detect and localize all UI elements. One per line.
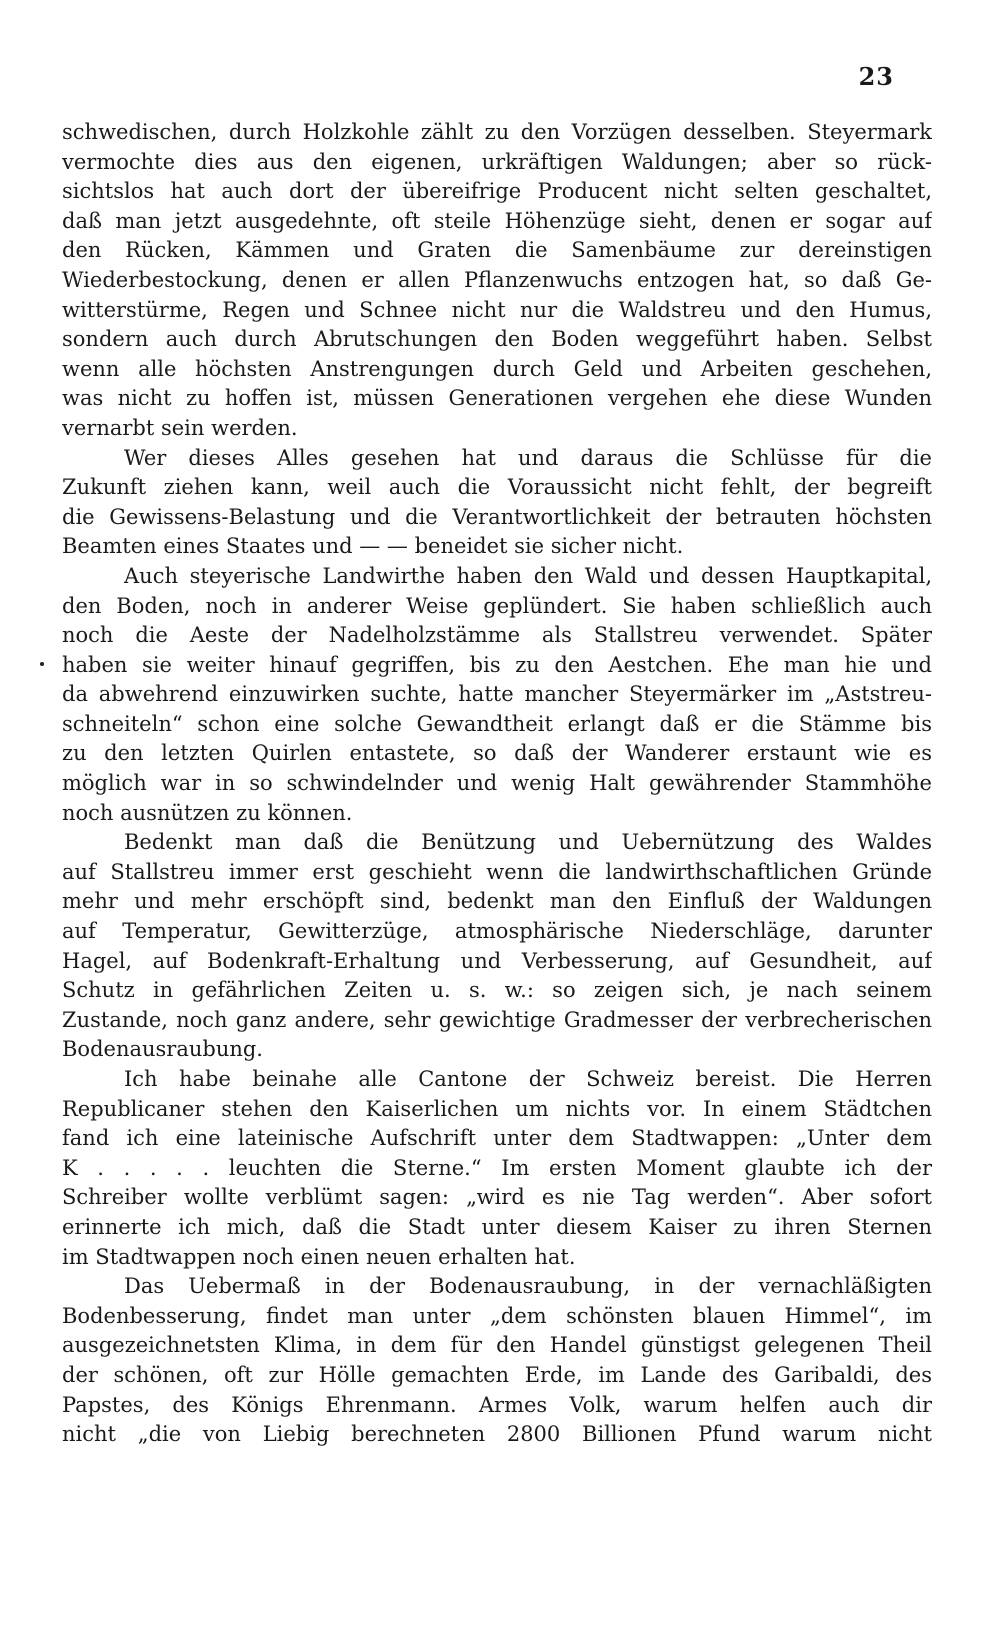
paragraph: [62, 1065, 932, 1272]
text-line: schwedischen, durch Holzkohle zählt zu den Vorzügen desselben. Steyermark: [62, 120, 932, 144]
body-text: [62, 118, 932, 1450]
text-line: Wer dieses Alles gesehen hat und daraus die Schlüsse für die: [124, 445, 932, 470]
margin-mark: [40, 662, 44, 666]
text-line: Republicaner stehen den Kaiserlichen um nichts vor. In einem Städtchen: [62, 1096, 932, 1121]
text-line: Bodenausraubung.: [62, 1037, 263, 1062]
text-line: möglich war in so schwindelnder und wenig Halt gewährender Stammhöhe: [62, 771, 932, 796]
text-line: Wiederbestockung, denen er allen Pflanzenwuchs entzogen hat, so daß Ge-: [62, 267, 932, 292]
text-line: nicht „die von Liebig berechneten 2800 Billionen Pfund warum nicht: [62, 1422, 932, 1447]
text-line: Schutz in gefährlichen Zeiten u. s. w.: so zeigen sich, je nach seinem: [62, 978, 932, 1003]
paragraph: [62, 562, 932, 828]
text-line: da abwehrend einzuwirken suchte, hatte mancher Steyermärker im „Aststreu-: [62, 682, 932, 707]
text-line: auf Temperatur, Gewitterzüge, atmosphärische Niederschläge, darunter: [62, 919, 932, 944]
text-line: auf Stallstreu immer erst geschieht wenn die landwirthschaftlichen Gründe: [62, 859, 932, 884]
text-line: den Boden, noch in anderer Weise geplündert. Sie haben schließlich auch: [62, 593, 932, 618]
text-line: Zukunft ziehen kann, weil auch die Voraussicht nicht fehlt, der begreift: [62, 475, 932, 500]
text-line: vermochte dies aus den eigenen, urkräftigen Waldungen; aber so rück-: [62, 149, 932, 174]
text-line: Ich habe beinahe alle Cantone der Schweiz bereist. Die Herren: [124, 1067, 932, 1091]
text-line: den Rücken, Kämmen und Graten die Samenbäume zur dereinstigen: [62, 238, 932, 263]
text-line: Auch steyerische Landwirthe haben den Wald und dessen Hauptkapital,: [124, 563, 932, 588]
text-line: sondern auch durch Abrutschungen den Boden weggeführt haben. Selbst: [62, 327, 932, 352]
text-line: ausgezeichnetsten Klima, in dem für den Handel günstigst gelegenen Theil: [62, 1333, 932, 1358]
text-line: K . . . . . leuchten die Sterne.“ Im ersten Moment glaubte ich der: [62, 1155, 932, 1180]
text-line: haben sie weiter hinauf gegriffen, bis zu den Aestchen. Ehe man hie und: [62, 652, 932, 677]
text-line: Schreiber wollte verblümt sagen: „wird es nie Tag werden“. Aber sofort: [62, 1185, 932, 1210]
text-line: Zustande, noch ganz andere, sehr gewichtige Gradmesser der verbrecherischen: [62, 1007, 932, 1032]
text-line: zu den letzten Quirlen entastete, so daß der Wanderer erstaunt wie es: [62, 741, 932, 766]
text-line: mehr und mehr erschöpft sind, bedenkt man den Einfluß der Waldungen: [62, 889, 932, 914]
text-line: Hagel, auf Bodenkraft-Erhaltung und Verbesserung, auf Gesundheit, auf: [62, 948, 932, 973]
text-line: noch die Aeste der Nadelholzstämme als Stallstreu verwendet. Später: [62, 623, 932, 648]
text-line: Bedenkt man daß die Benützung und Uebernützung des Waldes: [124, 830, 932, 855]
text-line: vernarbt sein werden.: [62, 415, 298, 440]
text-line: Papstes, des Königs Ehrenmann. Armes Volk, warum helfen auch dir: [62, 1392, 932, 1417]
text-line: wenn alle höchsten Anstrengungen durch Geld und Arbeiten geschehen,: [62, 356, 932, 381]
text-line: der schönen, oft zur Hölle gemachten Erde, im Lande des Garibaldi, des: [62, 1362, 932, 1387]
paragraph: [62, 1272, 932, 1450]
page-number: 23: [858, 62, 894, 91]
text-line: daß man jetzt ausgedehnte, oft steile Höhenzüge sieht, denen er sogar auf: [62, 208, 932, 233]
text-line: noch ausnützen zu können.: [62, 800, 353, 825]
text-line: die Gewissens-Belastung und die Verantwortlichkeit der betrauten höchsten: [62, 504, 932, 529]
text-line: Das Uebermaß in der Bodenausraubung, in der vernachläßigten: [124, 1274, 932, 1299]
paragraph: [62, 444, 932, 562]
paragraph: [62, 118, 932, 444]
text-line: im Stadtwappen noch einen neuen erhalten hat.: [62, 1244, 576, 1269]
text-line: Beamten eines Staates und — — beneidet sie sicher nicht.: [62, 534, 684, 559]
text-line: erinnerte ich mich, daß die Stadt unter diesem Kaiser zu ihren Sternen: [62, 1214, 932, 1239]
paragraph: [62, 828, 932, 1065]
text-line: witterstürme, Regen und Schnee nicht nur die Waldstreu und den Humus,: [62, 297, 932, 322]
text-line: schneiteln“ schon eine solche Gewandtheit erlangt daß er die Stämme bis: [62, 711, 932, 736]
text-line: was nicht zu hoffen ist, müssen Generationen vergehen ehe diese Wunden: [62, 386, 932, 411]
text-line: sichtslos hat auch dort der übereifrige Producent nicht selten geschaltet,: [62, 179, 932, 204]
text-line: Bodenbesserung, findet man unter „dem schönsten blauen Himmel“, im: [62, 1303, 932, 1328]
text-line: fand ich eine lateinische Aufschrift unter dem Stadtwappen: „Unter dem: [62, 1126, 932, 1151]
